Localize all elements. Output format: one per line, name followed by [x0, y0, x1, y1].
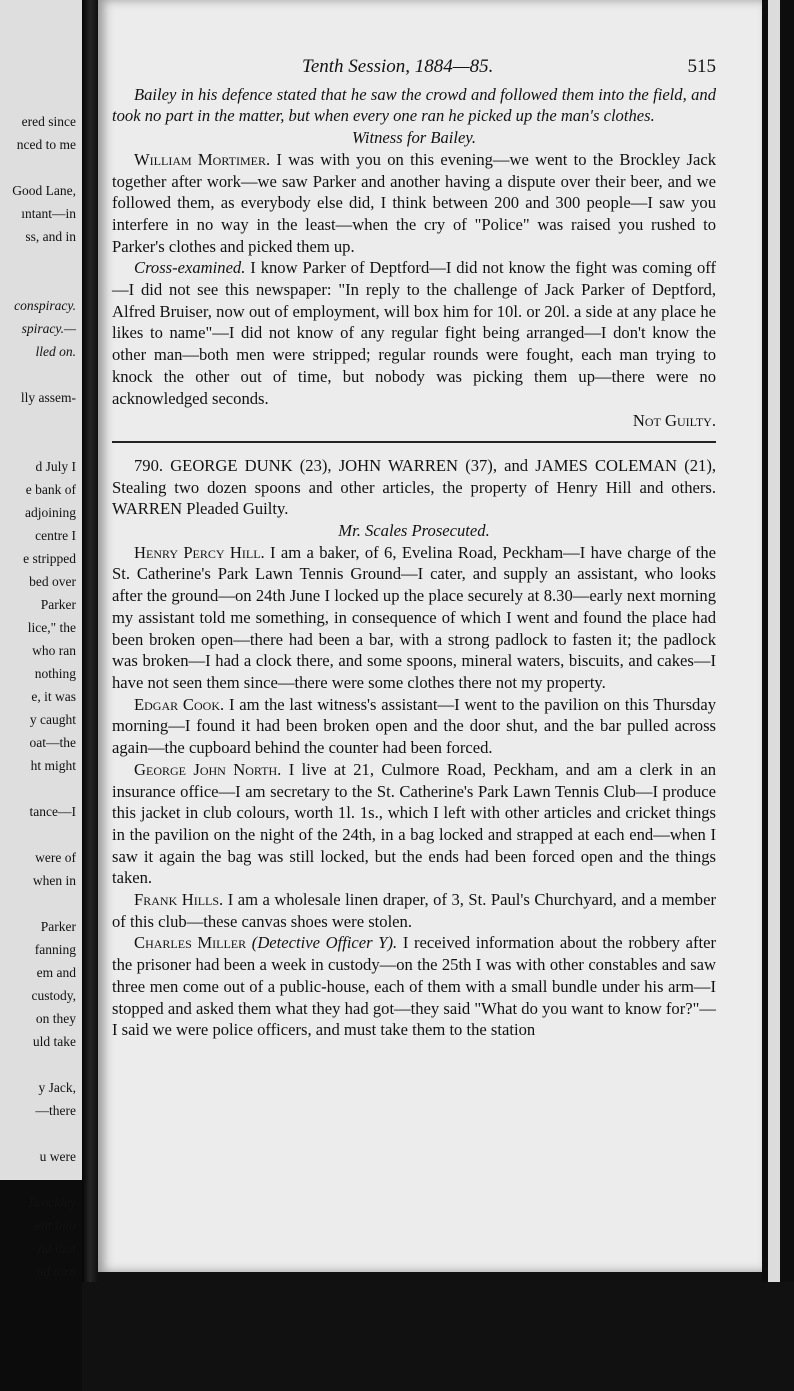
scan-background: [82, 1282, 794, 1391]
left-margin-line: conspiracy.: [14, 298, 76, 313]
witness-name: William Mortimer.: [134, 149, 271, 169]
witness-name: Edgar Cook.: [134, 694, 225, 714]
testimony-mortimer: [112, 149, 716, 258]
testimony-text: I received information about the robbery after the prisoner had been a week in custody—on the 25th I was with other constables and saw three men come out of a public-house, each of them with a small bundle under his arm—I stopped and asked them what they had got—they said "What do you want to know for?"—I said we were police officers, and must take them to the station: [112, 933, 716, 1040]
testimony-hills: [112, 889, 716, 932]
prosecution-line: Mr. Scales Prosecuted.: [338, 521, 490, 541]
left-margin-line: fanning: [34, 942, 76, 957]
left-margin-line: [0, 409, 76, 432]
testimony-north: [112, 759, 716, 889]
left-margin-line: adjoining: [25, 505, 76, 520]
left-margin-line: nced to me: [16, 137, 76, 152]
left-margin-line: ent into: [35, 1218, 76, 1233]
left-margin-line: [0, 271, 76, 294]
testimony-text: I live at 21, Culmore Road, Peckham, and am a clerk in an insurance office—I am secretary to the St. Catherine's Park Lawn Tennis Club—I produce this jacket in club colours, worth 1l. 1s., which I left with other articles and cricket things in the pavilion on the night of the 24th, in a bag locked and strapped at each end—when I saw it again the bag was still locked, but the ends had been forced open and the things taken.: [112, 759, 716, 888]
left-margin-line: ht might: [30, 758, 76, 773]
left-margin-line: were of: [35, 850, 76, 865]
testimony-text: I am a baker, of 6, Evelina Road, Peckham—I have charge of the St. Catherine's Park Lawn Tennis Ground—I cater, and supply an assistant, who looks after the ground—on 24th June I locked up the place securely at 8.30—early next morning my assistant told me something, in consequence of which I went and found the place had been broken open—there had been a bar, with a strong padlock to fasten it; the padlock was broken—I had a clock there, and some spoons, mineral waters, biscuits, and cakes—I have not seen them since—there were some clothes there not my property.: [112, 542, 716, 692]
cross-examination: [112, 257, 716, 409]
left-margin-line: d July I: [35, 459, 76, 474]
left-margin-line: spiracy.—: [21, 321, 76, 336]
left-margin-line: [0, 363, 76, 386]
left-margin-line: Parker: [40, 919, 76, 934]
left-margin-line: oat—the: [29, 735, 76, 750]
left-margin-line: uld take: [32, 1034, 76, 1049]
left-margin-line: [0, 156, 76, 179]
left-margin-line: [0, 892, 76, 915]
testimony-hill: [112, 542, 716, 694]
left-margin-line: [0, 823, 76, 846]
left-margin-line: —there: [35, 1103, 76, 1118]
left-margin-line: e stripped: [23, 551, 76, 566]
left-margin-line: lly assem-: [20, 390, 76, 405]
right-page-edge: [762, 0, 794, 1391]
page-text: [112, 56, 716, 1041]
running-header: [112, 56, 716, 78]
witness-heading: Witness for Bailey.: [352, 128, 476, 148]
left-margin-line: nothing: [34, 666, 76, 681]
left-margin-line: custody,: [31, 988, 76, 1003]
left-margin-line: [0, 432, 76, 455]
left-margin-line: ss, and in: [25, 229, 76, 244]
page-edge-strip: [768, 0, 780, 1320]
left-page-fragment: [0, 0, 85, 1279]
left-margin-line: [0, 1053, 76, 1076]
left-margin-line: [0, 1168, 76, 1191]
testimony-miller: [112, 932, 716, 1041]
verdict: Not Guilty.: [632, 411, 716, 431]
witness-name: George John North.: [134, 759, 282, 779]
left-margin-line: lled on.: [35, 344, 76, 359]
left-margin-line: y caught: [29, 712, 76, 727]
left-margin-line: e bank of: [25, 482, 76, 497]
left-margin-line: when in: [32, 873, 76, 888]
testimony-text: I was with you on this evening—we went to the Brockley Jack together after work—we saw Parker and another having a dispute over their beer, and we followed them, as everybody else did, I think between 200 and 300 people—I saw you interfere in no way in the least—when the cry of "Police" was raised you rushed to Parker's clothes and picked them up.: [112, 149, 717, 256]
section-divider: [112, 441, 716, 443]
left-margin-line: who ran: [32, 643, 76, 658]
left-margin-line: nd that: [38, 1241, 76, 1256]
testimony-cook: [112, 694, 716, 759]
left-margin-line: nd torn: [36, 1264, 76, 1279]
left-margin-line: ıntant—in: [21, 206, 76, 221]
case-heading: 790. GEORGE DUNK (23), JOHN WARREN (37), and JAMES COLEMAN (21), Stealing two dozen spoons and other articles, the property of Henry Hill and others. WARREN Pleaded Guilty.: [112, 455, 716, 519]
left-margin-line: lice," the: [27, 620, 76, 635]
left-margin-line: [0, 777, 76, 800]
right-page: [98, 0, 762, 1282]
running-title: Tenth Session, 1884—85.: [302, 56, 494, 77]
witness-name: Frank Hills.: [134, 890, 224, 910]
page-number: 515: [687, 56, 716, 77]
left-margin-line: bed over: [29, 574, 76, 589]
left-margin-line: [0, 1122, 76, 1145]
witness-role: (Detective Officer Y).: [251, 933, 398, 953]
defence-statement: Bailey in his defence stated that he saw the crowd and followed them into the field, and took no part in the matter, but when every one ran he picked up the man's clothes.: [112, 84, 716, 126]
left-margin-line: u were: [39, 1149, 76, 1164]
left-margin-line: Good Lane,: [12, 183, 76, 198]
left-margin-line: tance—I: [29, 804, 76, 819]
left-margin-line: e, it was: [31, 689, 76, 704]
cross-examined-label: Cross-examined.: [134, 258, 246, 278]
left-margin-line: ered since: [21, 114, 76, 129]
left-margin-line: y Jack,: [38, 1080, 76, 1095]
testimony-text: I am the last witness's assistant—I went to the pavilion on this Thursday morning—I found it had been broken open and the door shut, and the bar pulled across again—the cupboard behind the counter had been forced.: [112, 694, 716, 758]
left-margin-line: centre I: [35, 528, 76, 543]
left-margin-line: on they: [35, 1011, 76, 1026]
left-margin-line: em and: [36, 965, 76, 980]
testimony-text: I am a wholesale linen draper, of 3, St. Paul's Churchyard, and a member of this club—these canvas shoes were stolen.: [112, 890, 716, 931]
left-margin-line: [0, 248, 76, 271]
witness-name: Henry Percy Hill.: [134, 542, 265, 562]
left-page-text-fragments: [0, 110, 76, 1283]
left-margin-line: Brockley: [28, 1195, 76, 1210]
witness-name: Charles Miller: [134, 933, 247, 953]
cross-examination-text: I know Parker of Deptford—I did not know the fight was coming off—I did not see this newspaper: "In reply to the challenge of Jack Parker of Deptford, Alfred Bruiser, now out of employment, will box him for 10l. or 20l. a side at any place he likes to name"—I did not know of any regular fight being arranged—I don't know the other man—both men were stripped; regular rounds were fought, each man trying to knock the other out of time, but nobody was picking them up—there were no acknowledged seconds.: [112, 258, 716, 408]
left-margin-line: Parker: [40, 597, 76, 612]
